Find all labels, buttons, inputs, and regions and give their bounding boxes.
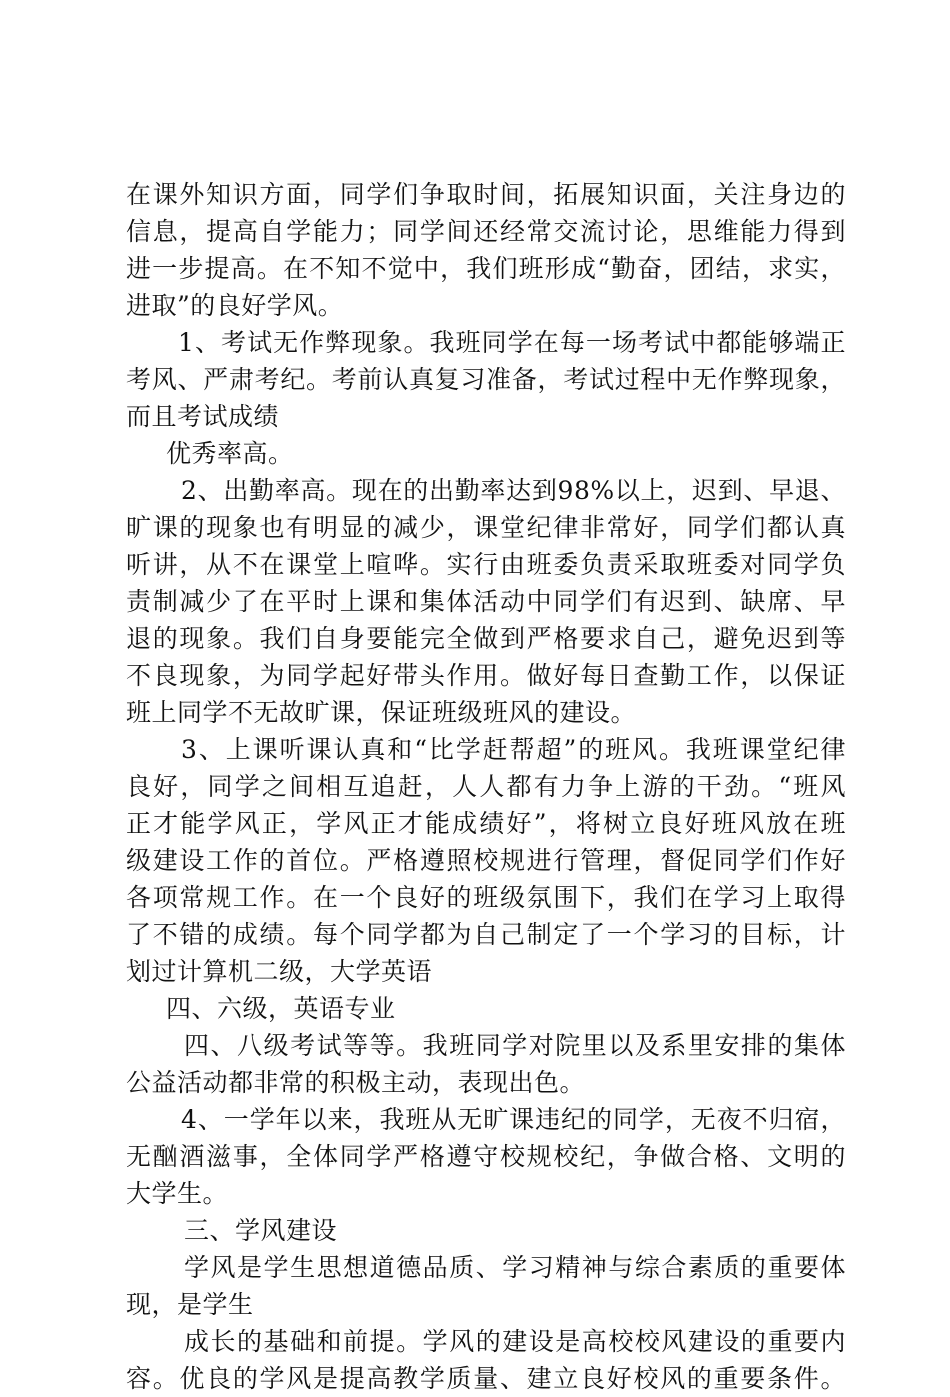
text-line: 4、一学年以来，我班从无旷课违纪的同学，无夜不归宿， xyxy=(181,1105,846,1134)
text-line: 优秀率高。 xyxy=(166,439,294,468)
text-line: 进一步提高。在不知不觉中，我们班形成“勤奋，团结，求实， xyxy=(126,254,846,283)
text-line: 1、考试无作弊现象。我班同学在每一场考试中都能够端正 xyxy=(178,328,846,357)
text-line: 公益活动都非常的积极主动，表现出色。 xyxy=(126,1068,586,1097)
text-line: 2、出勤率高。现在的出勤率达到98%以上，迟到、早退、 xyxy=(181,476,846,505)
text-line: 了不错的成绩。每个同学都为自己制定了一个学习的目标，计 xyxy=(126,920,846,949)
text-line: 信息，提高自学能力；同学间还经常交流讨论，思维能力得到 xyxy=(126,217,846,246)
text-line: 容。优良的学风是提高教学质量、建立良好校风的重要条件。 xyxy=(126,1364,846,1393)
text-line: 退的现象。我们自身要能完全做到严格要求自己，避免迟到等 xyxy=(126,624,846,653)
section-heading: 三、学风建设 xyxy=(184,1216,338,1245)
text-line: 正才能学风正，学风正才能成绩好”，将树立良好班风放在班 xyxy=(126,809,846,838)
text-line: 四、六级，英语专业 xyxy=(166,994,396,1023)
text-line: 各项常规工作。在一个良好的班级氛围下，我们在学习上取得 xyxy=(126,883,846,912)
text-line: 听讲，从不在课堂上喧哗。实行由班委负责采取班委对同学负 xyxy=(126,550,846,579)
text-line: 四、八级考试等等。我班同学对院里以及系里安排的集体 xyxy=(184,1031,846,1060)
text-line: 无酗酒滋事，全体同学严格遵守校规校纪，争做合格、文明的 xyxy=(126,1142,846,1171)
text-line: 旷课的现象也有明显的减少，课堂纪律非常好，同学们都认真 xyxy=(126,513,846,542)
text-line: 3、上课听课认真和“比学赶帮超”的班风。我班课堂纪律 xyxy=(181,735,846,764)
text-line: 考风、严肃考纪。考前认真复习准备，考试过程中无作弊现象， xyxy=(126,365,846,394)
text-line: 级建设工作的首位。严格遵照校规进行管理，督促同学们作好 xyxy=(126,846,846,875)
text-line: 在课外知识方面，同学们争取时间，拓展知识面，关注身边的 xyxy=(126,180,846,209)
text-line: 现，是学生 xyxy=(126,1290,254,1319)
text-line: 划过计算机二级，大学英语 xyxy=(126,957,433,986)
text-line: 进取”的良好学风。 xyxy=(126,291,344,320)
text-line: 学风是学生思想道德品质、学习精神与综合素质的重要体 xyxy=(184,1253,846,1282)
text-line: 而且考试成绩 xyxy=(126,402,280,431)
text-line: 班上同学不无故旷课，保证班级班风的建设。 xyxy=(126,698,637,727)
text-line: 大学生。 xyxy=(126,1179,229,1208)
text-line: 责制减少了在平时上课和集体活动中同学们有迟到、缺席、早 xyxy=(126,587,846,616)
text-line: 不良现象，为同学起好带头作用。做好每日查勤工作，以保证 xyxy=(126,661,846,690)
text-line: 良好，同学之间相互追赶，人人都有力争上游的干劲。“班风 xyxy=(126,772,846,801)
document-body xyxy=(126,176,846,1397)
text-line: 成长的基础和前提。学风的建设是高校校风建设的重要内 xyxy=(184,1327,846,1356)
